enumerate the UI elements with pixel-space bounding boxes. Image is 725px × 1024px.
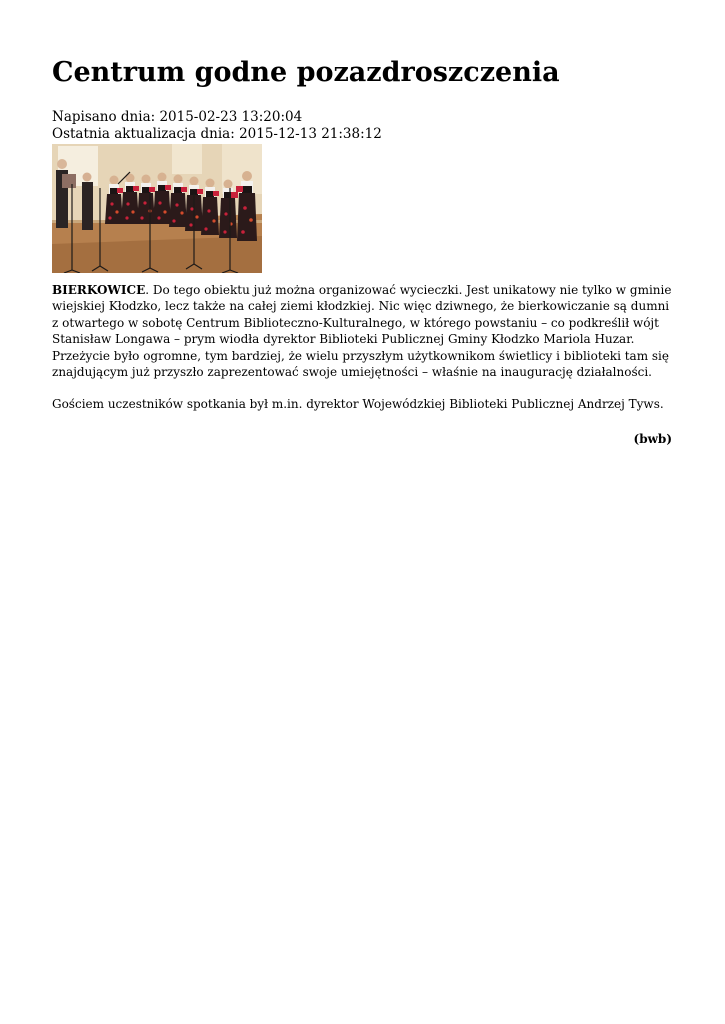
- article-photo: [52, 144, 262, 273]
- photo-folk-choir-image: [52, 144, 262, 273]
- article-body: [52, 282, 672, 413]
- updated-date: Ostatnia aktualizacja dnia: 2015-12-13 21:38:12: [52, 126, 382, 142]
- article-author: (bwb): [633, 432, 672, 446]
- article-title: Centrum godne pozazdroszczenia: [52, 57, 560, 88]
- article-paragraph-1-text: . Do tego obiektu już można organizować wycieczki. Jest unikatowy nie tylko w gminie wiejskiej Kłodzko, lecz także na całej ziemi kłodzkiej. Nic więc dziwnego, że bierkowiczanie są dumni z otwartego w sobotę Centrum Biblioteczno-Kulturalnego, w którego powstaniu – co podkreślił wójt Stanisław Longawa – prym wiodła dyrektor Biblioteki Publicznej Gminy Kłodzko Mariola Huzar. Przeżycie było ogromne, tym bardziej, że wielu przyszłym użytkownikom świetlicy i biblioteki tam się znajdującym już przyszło zaprezentować swoje umiejętności – właśnie na inaugurację działalności.: [52, 283, 672, 380]
- article-paragraph-2: Gościem uczestników spotkania był m.in. dyrektor Wojewódzkiej Biblioteki Publicznej Andrzej Tyws.: [52, 397, 664, 412]
- written-date: Napisano dnia: 2015-02-23 13:20:04: [52, 109, 303, 125]
- article-paragraph-1: [52, 282, 672, 380]
- article-lead-word: BIERKOWICE: [52, 283, 146, 297]
- article-meta: [52, 109, 382, 143]
